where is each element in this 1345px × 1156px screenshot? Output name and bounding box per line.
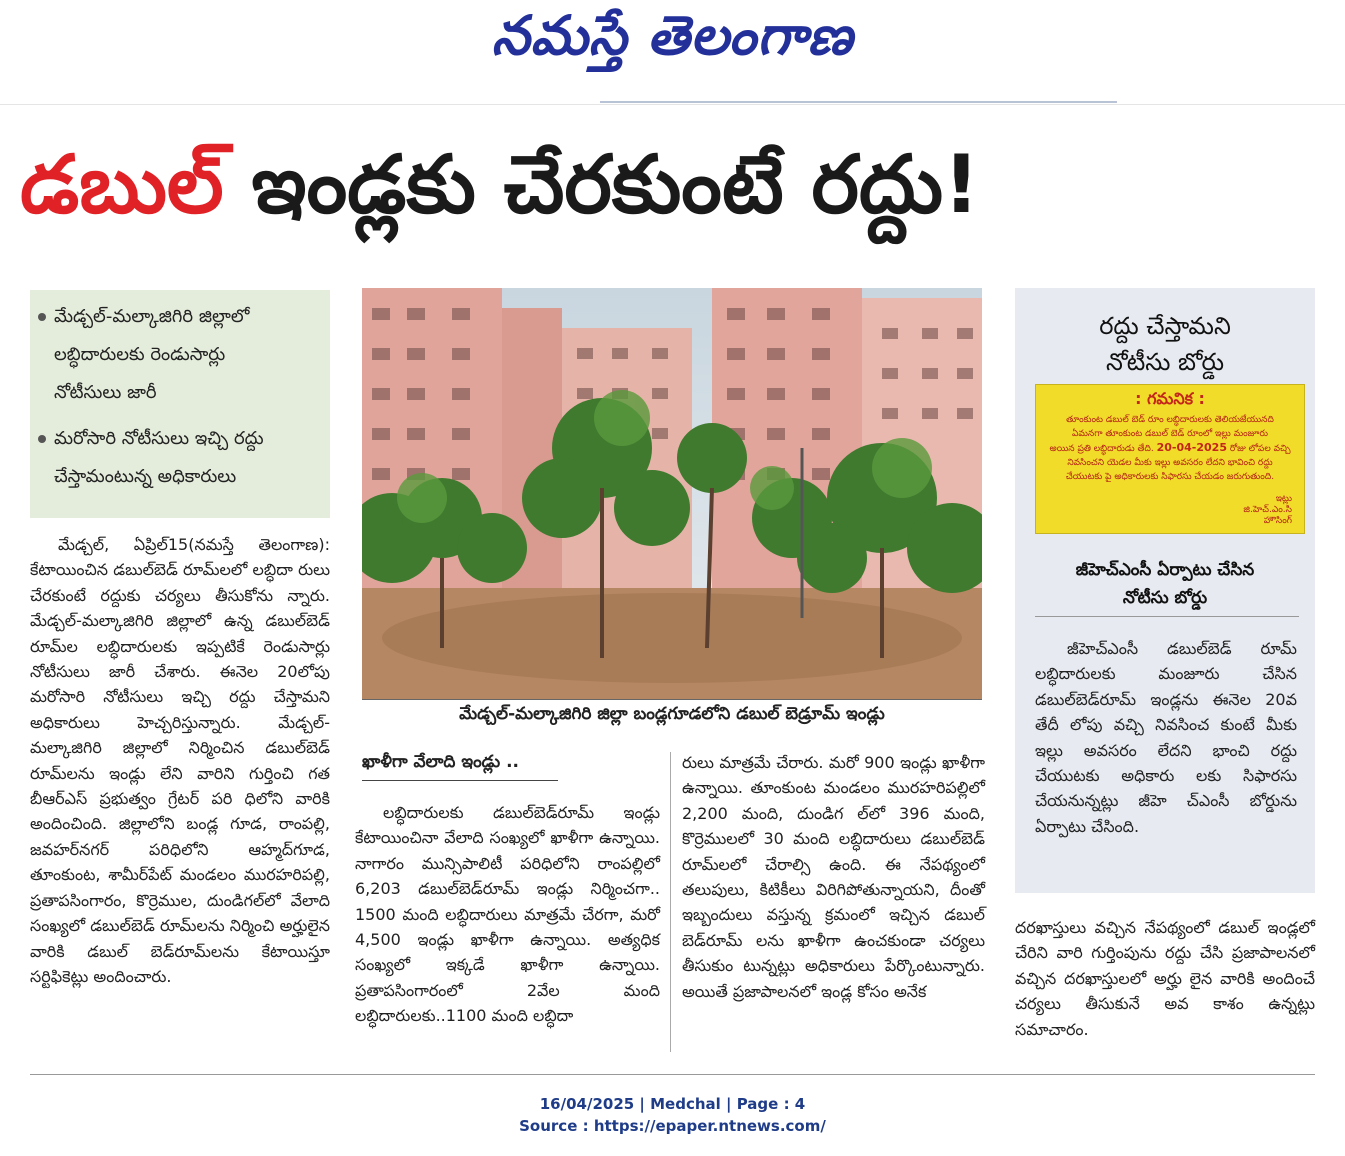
notice-line: చేయుటకు పై అధికారులకు సిఫారసు చేయడం జరుగుతుంది.: [1065, 472, 1275, 482]
apartment-photo-illustration: [362, 288, 982, 699]
bullet-icon: [38, 435, 46, 443]
sidebox-body-text: జీహెచ్ఎంసీ డబుల్‌బెడ్ రూమ్ లబ్ధిదారులకు మంజూరు చేసిన డబుల్‌బెడ్‌రూమ్ ఇండ్లను ఈనెల 20వ తేదీ లోపు వచ్చి నివసించ కుంటే మీకు ఇల్లు అవసరం లేదని భాంచి రద్దు చేయుటకు అధికారు లకు సిఫారసు చేయనున్నట్లు జీహె చ్ఎంసీ బోర్డును ఏర్పాటు చేసింది.: [1035, 639, 1297, 836]
article-column-3: రులు మాత్రమే చేరారు. మరో 900 ఇండ్లు ఖాళీగా ఉన్నాయి. తూంకుంట మండలం మురహరిపల్లిలో 2,200 మంది, దుండిగ ల్‌లో 396 మంది, కొర్రెములలో 30 మంది లబ్ధిదారులు డబుల్‌బెడ్ రూమ్‌లలో చేరాల్సి ఉంది. ఈ నేపథ్యంలో తలుపులు, కిటికీలు విరిగిపోతున్నాయని, దీంతో ఇబ్బందులు వస్తున్న క్రమంలో ఇచ్చిన డబుల్ బెడ్‌రూమ్ లను ఖాళీగా ఉంచకుండా చర్యలు తీసుకుం టున్నట్లు అధికారులు పేర్కొంటున్నారు. అయితే ప్రజాపాలనలో ఇండ్ల కోసం అనేక: [682, 753, 985, 1001]
highlights-box: [30, 290, 330, 518]
highlight-line: మరోసారి నోటీసులు ఇచ్చి రద్దు: [54, 428, 264, 449]
newspaper-logo: నమస్తే తెలంగాణ: [491, 4, 854, 67]
page-info: 16/04/2025 | Medchal | Page : 4: [539, 1095, 806, 1113]
highlight-line: మేడ్చల్-మల్కాజిగిరి జిల్లాలో: [54, 306, 250, 327]
headline-black: ఇండ్లకు చేరకుంటే రద్దు!: [223, 138, 980, 231]
article-photo: [362, 288, 982, 699]
footer-rule: [30, 1074, 1315, 1075]
bullet-icon: [38, 313, 46, 321]
highlight-item: [38, 420, 328, 496]
notice-line: అయిన ప్రతి లబ్ధిదారుడు తేది.: [1049, 444, 1154, 454]
notice-line: రోజు లోపల వచ్చి: [1229, 444, 1291, 454]
headline-red: డబుల్: [20, 138, 224, 231]
caption-rule: [362, 699, 982, 700]
highlight-line: నోటీసులు జారీ: [54, 382, 157, 403]
notice-caption-line: జీహెచ్ఎంసీ ఏర్పాటు చేసిన: [1075, 560, 1255, 580]
highlight-line: చేస్తామంటున్న అధికారులు: [54, 466, 237, 487]
notice-line: తూంకుంట డబుల్ బెడ్ రూం లబ్ధిదారులకు తెలియజేయునది: [1066, 415, 1274, 425]
notice-line: నివసించని యెడల మీకు ఇల్లు అవసరం లేదని భావించి రద్దు: [1067, 458, 1273, 468]
notice-board-photo: [1035, 384, 1305, 534]
notice-sign-line: జి.హెచ్.ఎం.సి: [1243, 505, 1292, 515]
notice-date: 20-04-2025: [1156, 441, 1227, 454]
masthead: [0, 0, 1345, 95]
subheading: ఖాళీగా వేలాది ఇండ్లు ..: [362, 752, 519, 772]
sidebox-title-line: నోటీసు బోర్డు: [1105, 348, 1225, 376]
notice-caption-line: నోటీసు బోర్డు: [1122, 588, 1208, 608]
notice-sign-line: హౌసింగ్: [1263, 516, 1292, 526]
highlight-line: లబ్ధిదారులకు రెండుసార్లు: [54, 344, 226, 365]
notice-caption-rule: [1035, 616, 1299, 617]
highlight-item: [38, 298, 328, 412]
sidebox-title-line: రద్దు చేస్తామని: [1099, 312, 1231, 340]
photo-caption: మేడ్చల్-మల్కాజిగిరి జిల్లా బండ్లగూడలోని డబుల్ బెడ్రూమ్ ఇండ్లు: [459, 704, 885, 724]
notice-sign-line: ఇట్లు: [1275, 494, 1292, 504]
headline: [20, 130, 1330, 240]
notice-signature: [1243, 494, 1292, 527]
column-divider: [670, 752, 671, 1052]
article-column-1: మేడ్చల్, ఏప్రిల్15(నమస్తే తెలంగాణ): కేటాయించిన డబుల్‌బెడ్ రూమ్‌లలో లబ్ధిదా రులు చేరకుంటే రద్దుకు చర్యలు తీసుకోను న్నారు. మేడ్చల్-మల్కాజిగిరి జిల్లాలో ఉన్న డబుల్‌బెడ్ రూమ్‌ల లబ్ధిదారులకు ఇప్పటికే రెండుసార్లు నోటీసులు జారీ చేశారు. ఈనెల 20లోపు మరోసారి నోటీసులు ఇచ్చి రద్దు చేస్తామని అధికారులు హెచ్చరిస్తున్నారు. మేడ్చల్-మల్కాజిగిరి జిల్లాలో నిర్మించిన డబుల్‌బెడ్ రూమ్‌లను ఇండ్లు లేని వారిని గుర్తించి గత బీఆర్‌ఎస్ ప్రభుత్వం గ్రేటర్ పరి ధిలోని వారికి అందించింది. జిల్లాలోని బండ్ల గూడ, రాంపల్లి, జవహర్‌నగర్ పరిధిలోని ఆహ్మద్‌గూడ, తూంకుంట, శామీర్‌పేట్ మండలం మురహరిపల్లి, ప్రతాపసింగారం, కొర్రెముల, దుండిగల్‌లో వేలాది సంఖ్యలో డబుల్‌బెడ్ రూమ్‌లను నిర్మించి అర్హులైన వారికి డబుల్ బెడ్‌రూమ్‌లను కేటాయిస్తూ సర్టిఫికెట్లు అందించారు.: [30, 535, 330, 986]
masthead-divider: [0, 104, 1345, 105]
source-link: Source : https://epaper.ntnews.com/: [519, 1117, 826, 1135]
notice-body: [1046, 413, 1294, 484]
subheading-rule: [362, 780, 558, 781]
article-column-2: లబ్ధిదారులకు డబుల్‌బెడ్‌రూమ్ ఇండ్లు కేటాయించినా వేలాది సంఖ్యలో ఖాళీగా ఉన్నాయి. నాగారం మున్సిపాలిటీ పరిధిలోని రాంపల్లిలో 6,203 డబుల్‌బెడ్‌రూమ్ ఇండ్లు నిర్మించగా.. 1500 మంది లబ్ధిదారులు మాత్రమే చేరగా, మరో 4,500 ఇండ్లు ఖాళీగా ఉన్నాయి. అత్యధిక సంఖ్యలో ఇక్కడే ఖాళీగా ఉన్నాయి. ప్రతాపసింగారంలో 2వేల మంది లబ్ధిదారులకు..1100 మంది లబ్ధిదా: [355, 803, 660, 1026]
masthead-rule: [600, 101, 1117, 103]
notice-caption: [1015, 556, 1315, 612]
notice-line: ఏమనగా తూంకుంట డబుల్ బెడ్ రూంలో ఇల్లు మంజూరు: [1072, 429, 1268, 439]
notice-heading: : గమనిక :: [1135, 389, 1205, 408]
article-column-4: దరఖాస్తులు వచ్చిన నేపథ్యంలో డబుల్ ఇండ్లలో చేరిని వారి గుర్తింపును రద్దు చేసి ప్రజాపాలనలో వచ్చిన దరఖాస్తులలో అర్హు లైన వారికి అందించే చర్యలు తీసుకునే అవ కాశం ఉన్నట్లు సమాచారం.: [1015, 918, 1315, 1039]
